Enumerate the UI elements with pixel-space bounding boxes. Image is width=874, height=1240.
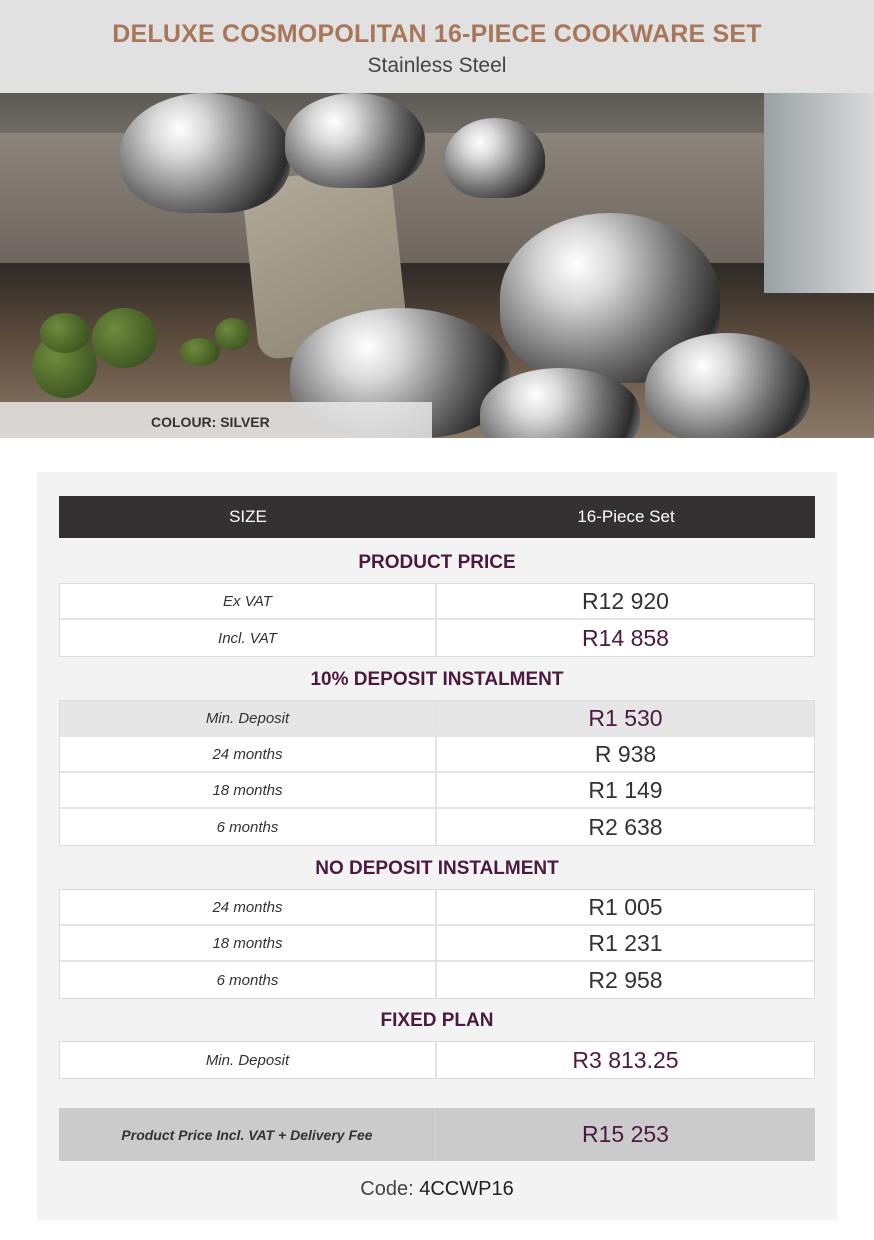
product-photo bbox=[0, 93, 874, 438]
table-row bbox=[60, 773, 814, 809]
row-value: R2 958 bbox=[588, 966, 663, 993]
row-value: R14 858 bbox=[582, 624, 669, 651]
code-value: 4CCWP16 bbox=[419, 1178, 514, 1200]
row-value: R1 005 bbox=[588, 893, 663, 920]
vegetable-image bbox=[215, 318, 250, 350]
section-title-no-deposit-instalment: NO DEPOSIT INSTALMENT bbox=[315, 858, 559, 879]
row-value: R1 231 bbox=[588, 929, 663, 956]
product-title: DELUXE COSMOPOLITAN 16-PIECE COOKWARE SET bbox=[112, 20, 762, 48]
pot-image bbox=[120, 93, 290, 213]
row-label: Incl. VAT bbox=[60, 620, 437, 656]
pricing-panel bbox=[37, 472, 837, 1220]
pot-image bbox=[285, 93, 425, 188]
window bbox=[764, 93, 874, 293]
vegetable-image bbox=[40, 313, 90, 353]
no-deposit-instalment-table bbox=[59, 889, 815, 999]
vegetable-image bbox=[92, 308, 157, 368]
row-label: Min. Deposit bbox=[60, 701, 437, 735]
row-label: 18 months bbox=[60, 773, 437, 807]
pot-image bbox=[445, 118, 545, 198]
row-label: Min. Deposit bbox=[60, 1042, 437, 1078]
total-label: Product Price Incl. VAT + Delivery Fee bbox=[59, 1108, 436, 1161]
size-label: SIZE bbox=[229, 507, 267, 526]
product-code bbox=[37, 1178, 837, 1201]
row-value: R1 530 bbox=[588, 704, 663, 731]
table-row bbox=[60, 809, 814, 845]
table-row bbox=[60, 1042, 814, 1078]
colour-label: COLOUR: SILVER bbox=[0, 402, 432, 438]
section-title-deposit-instalment: 10% DEPOSIT INSTALMENT bbox=[310, 669, 564, 690]
row-label: 24 months bbox=[60, 737, 437, 771]
total-row bbox=[59, 1108, 815, 1161]
table-row bbox=[60, 620, 814, 656]
header bbox=[0, 0, 874, 93]
size-header bbox=[59, 496, 815, 538]
row-label: 6 months bbox=[60, 962, 437, 998]
row-label: 24 months bbox=[60, 890, 437, 924]
row-value: R12 920 bbox=[582, 587, 669, 614]
row-value: R3 813.25 bbox=[572, 1046, 679, 1073]
row-value: R2 638 bbox=[588, 813, 663, 840]
vegetable-image bbox=[180, 338, 220, 366]
row-value: R1 149 bbox=[588, 776, 663, 803]
section-title-product-price: PRODUCT PRICE bbox=[358, 552, 516, 573]
table-row bbox=[60, 701, 814, 737]
table-row bbox=[60, 737, 814, 773]
total-value: R15 253 bbox=[582, 1121, 669, 1147]
pot-image bbox=[645, 333, 810, 438]
product-price-table bbox=[59, 583, 815, 657]
row-label: 6 months bbox=[60, 809, 437, 845]
table-row bbox=[60, 584, 814, 620]
row-label: Ex VAT bbox=[60, 584, 437, 618]
size-value: 16-Piece Set bbox=[577, 507, 675, 526]
code-label: Code: bbox=[360, 1178, 414, 1200]
section-title-fixed-plan: FIXED PLAN bbox=[380, 1010, 494, 1031]
table-row bbox=[60, 926, 814, 962]
row-value: R 938 bbox=[594, 740, 657, 767]
product-subtitle: Stainless Steel bbox=[367, 54, 507, 77]
row-label: 18 months bbox=[60, 926, 437, 960]
fixed-plan-table bbox=[59, 1041, 815, 1079]
table-row bbox=[60, 962, 814, 998]
deposit-instalment-table bbox=[59, 700, 815, 846]
table-row bbox=[60, 890, 814, 926]
